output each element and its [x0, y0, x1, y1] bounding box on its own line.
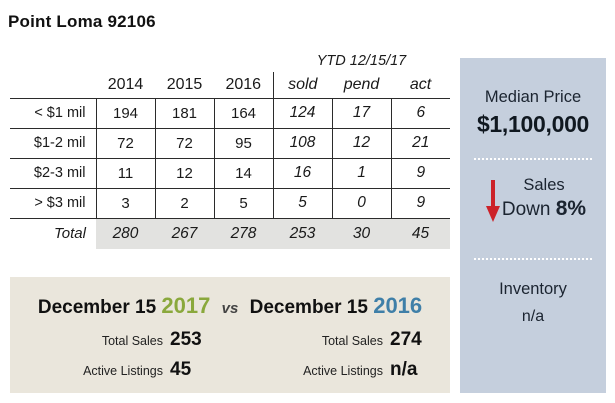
- median-price-value: $1,100,000: [476, 111, 590, 137]
- cell-2016: 5: [214, 188, 273, 218]
- cell-2014: 3: [96, 188, 155, 218]
- active-listings-line-2016: [246, 359, 434, 381]
- inventory-value: n/a: [521, 308, 545, 325]
- total-2016: 278: [214, 218, 273, 249]
- cell-act: 6: [391, 98, 450, 128]
- cell-pend: 1: [332, 158, 391, 188]
- cell-2015: 2: [155, 188, 214, 218]
- stats-table: [10, 50, 450, 249]
- cell-2016: 14: [214, 158, 273, 188]
- total-sales-label: Total Sales: [321, 334, 383, 348]
- right-year-label: 2016: [373, 293, 423, 318]
- cell-2015: 12: [155, 158, 214, 188]
- total-pend: 30: [332, 218, 391, 249]
- cell-2014: 72: [96, 128, 155, 158]
- comparison-heading: [10, 293, 450, 319]
- comparison-columns: [10, 329, 450, 389]
- header-act: act: [409, 75, 432, 93]
- ytd-header-label: YTD 12/15/17: [316, 53, 407, 69]
- left-date-label: December 15: [37, 297, 157, 318]
- table-row: [10, 98, 450, 128]
- cell-2014: 194: [96, 98, 155, 128]
- cell-act: 21: [391, 128, 450, 158]
- right-date-label: December 15: [249, 297, 368, 318]
- divider-2: [474, 258, 592, 260]
- active-listings-label: Active Listings: [83, 364, 163, 378]
- vs-label: vs: [221, 300, 239, 317]
- header-2014: 2014: [107, 75, 144, 93]
- cell-2014: 11: [96, 158, 155, 188]
- total-sales-label: Total Sales: [101, 334, 163, 348]
- down-arrow-icon: [486, 180, 500, 222]
- table-row: [10, 188, 450, 218]
- table-row: [10, 128, 450, 158]
- cell-2016: 164: [214, 98, 273, 128]
- active-listings-line-2017: [26, 359, 214, 381]
- header-sold: sold: [273, 72, 332, 98]
- cell-act: 9: [391, 188, 450, 218]
- sales-change-line: [482, 197, 606, 221]
- cell-sold: 5: [273, 188, 332, 218]
- cell-act: 9: [391, 158, 450, 188]
- year-comparison-panel: [10, 277, 450, 393]
- row-label: > $3 mil: [10, 188, 96, 218]
- total-act: 45: [391, 218, 450, 249]
- median-price-label: Median Price: [484, 88, 582, 106]
- header-2015: 2015: [166, 75, 203, 93]
- divider-1: [474, 158, 592, 160]
- cell-2016: 95: [214, 128, 273, 158]
- comparison-column-2017: [10, 329, 230, 389]
- total-sales-line-2016: [246, 329, 434, 351]
- cell-2015: 72: [155, 128, 214, 158]
- sales-block: [460, 176, 606, 238]
- cell-2015: 181: [155, 98, 214, 128]
- cell-sold: 16: [273, 158, 332, 188]
- spacer-cell: [214, 50, 273, 72]
- spacer-cell: [155, 50, 214, 72]
- table-row: [10, 158, 450, 188]
- stats-table-wrapper: [10, 50, 450, 249]
- cell-pend: 0: [332, 188, 391, 218]
- row-label: < $1 mil: [10, 98, 96, 128]
- header-blank: [10, 72, 96, 98]
- cell-pend: 17: [332, 98, 391, 128]
- spacer-cell: [96, 50, 155, 72]
- header-2016: 2016: [225, 75, 262, 93]
- sales-direction: Down: [501, 199, 551, 220]
- inventory-label: Inventory: [499, 280, 567, 298]
- active-listings-value: 45: [170, 359, 192, 380]
- cell-sold: 124: [273, 98, 332, 128]
- spacer-cell: [10, 50, 96, 72]
- total-sales-value: 274: [390, 329, 422, 350]
- header-pend: pend: [343, 75, 380, 93]
- active-listings-value: n/a: [390, 359, 418, 380]
- total-sales-value: 253: [170, 329, 202, 350]
- summary-panel: [460, 58, 606, 393]
- cell-pend: 12: [332, 128, 391, 158]
- row-label: $1-2 mil: [10, 128, 96, 158]
- table-total-row: [10, 218, 450, 249]
- total-sold: 253: [273, 218, 332, 249]
- left-year-label: 2017: [161, 293, 211, 318]
- active-listings-label: Active Listings: [303, 364, 383, 378]
- table-header-row: [10, 72, 450, 98]
- comparison-column-2016: [230, 329, 450, 389]
- sales-label: Sales: [523, 176, 565, 194]
- row-label: $2-3 mil: [10, 158, 96, 188]
- total-label: Total: [10, 218, 96, 249]
- total-2015: 267: [155, 218, 214, 249]
- page-title: Point Loma 92106: [8, 12, 156, 31]
- total-2014: 280: [96, 218, 155, 249]
- sales-change-value: 8%: [555, 197, 587, 220]
- total-sales-line-2017: [26, 329, 214, 351]
- table-ytd-header-row: [10, 50, 450, 72]
- cell-sold: 108: [273, 128, 332, 158]
